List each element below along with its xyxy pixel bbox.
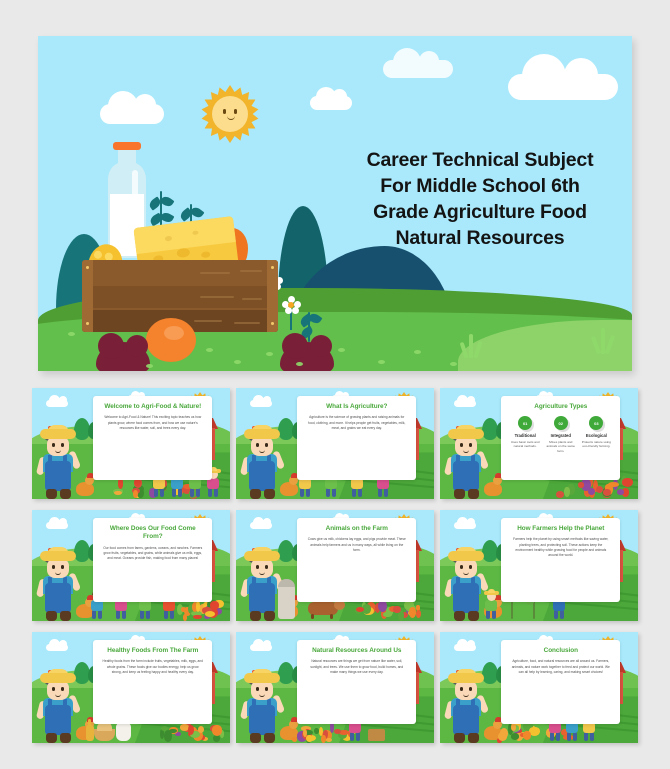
bush-icon (280, 342, 334, 371)
farmer-character (444, 669, 488, 743)
cloud-icon (454, 400, 476, 407)
hero-slide[interactable] (38, 36, 632, 371)
slide-content-card (297, 518, 416, 602)
cloud-icon (454, 644, 476, 651)
type-number-badge: 01 (518, 416, 532, 430)
slide-title: Healthy Foods From The Farm (107, 647, 199, 654)
farmer-character (36, 547, 80, 621)
cloud-icon (383, 60, 453, 78)
cloud-icon (46, 400, 68, 407)
farmer-character (36, 425, 80, 499)
agriculture-type-card (509, 416, 542, 453)
hero-title-line: Grade Agriculture Food (373, 200, 587, 223)
slide-content-card (501, 640, 620, 724)
slide-thumbnail-9[interactable] (440, 632, 638, 743)
slide-title: Conclusion (543, 647, 578, 654)
daisy-flower-icon (282, 296, 300, 314)
hero-title (344, 148, 616, 252)
bush-icon (96, 342, 150, 371)
slide-body: Cows give us milk, chickens lay eggs, and pigs provide meat. These animals help farmers and us in many ways, all while living on the farm. (307, 537, 406, 552)
slide-content-card (93, 640, 212, 724)
orange-highlight (164, 326, 184, 340)
slide-body: Agriculture, food, and natural resources are all around us. Farmers, animals, and nature work together to feed and protect our world. We can all help by learning, caring, and making smart choices! (511, 659, 610, 674)
farmer-character (240, 425, 284, 499)
cloud-icon (508, 74, 618, 100)
slide-thumbnail-4[interactable] (32, 510, 230, 621)
slide-content-card (501, 518, 620, 602)
type-description: Protects nature using eco-friendly farming. (581, 439, 611, 449)
slide-title: How Farmers Help the Planet (517, 525, 605, 532)
farmer-character (240, 669, 284, 743)
slide-thumbnail-7[interactable] (32, 632, 230, 743)
slide-body: Natural resources are things we get from nature like water, soil, sunlight, and trees. We use them to grow food, build homes, and make many things we use every day. (310, 659, 404, 674)
cloud-icon (250, 400, 272, 407)
slide-content-card (93, 396, 212, 480)
silo-icon (278, 577, 296, 619)
slide-body: Farmers help the planet by using smart methods like saving water, planting trees, and protecting soil. These actions keep the environment healthy while growing food for people and animals around the world. (513, 537, 609, 558)
hen-icon (484, 475, 502, 497)
slide-content-card (297, 396, 416, 480)
type-number-badge: 03 (589, 416, 603, 430)
slide-title: Animals on the Farm (325, 525, 388, 532)
hen-icon (280, 475, 298, 497)
slide-thumbnail-3[interactable] (440, 388, 638, 499)
orange-fruit-icon (146, 318, 196, 362)
cloud-icon (250, 522, 272, 529)
slide-body: Healthy foods from the farm include fruits, vegetables, milk, eggs, and whole grains. These foods give our bodies energy, help us grow strong, and keep us feeling happy and healthy every day. (102, 659, 203, 674)
crate-icon (368, 727, 386, 741)
hero-title-line: Natural Resources (395, 226, 565, 249)
slide-content-card (297, 640, 416, 724)
grass-tuft-icon (462, 332, 484, 358)
slide-body: Agriculture is the science of growing plants and raising animals for food, clothing, and more. It helps people get fruits, vegetables, milk, meat, and grains we eat every day. (308, 415, 406, 430)
farmer-character (36, 669, 80, 743)
slide-title: Natural Resources Around Us (312, 647, 402, 654)
sun-icon (201, 85, 259, 143)
cloud-icon (250, 644, 272, 651)
hen-icon (76, 475, 94, 497)
hero-title-line: Career Technical Subject (366, 149, 594, 171)
cloud-icon (310, 96, 352, 110)
slide-thumbnail-6[interactable] (440, 510, 638, 621)
slide-thumbnail-2[interactable] (236, 388, 434, 499)
slide-title: What Is Agriculture? (326, 403, 388, 410)
cloud-icon (46, 522, 68, 529)
cloud-icon (454, 522, 476, 529)
kid-character (484, 589, 498, 619)
slide-thumbnail-1[interactable] (32, 388, 230, 499)
slide-content-card (93, 518, 212, 602)
slide-title: Welcome to Agri-Food & Nature! (104, 403, 202, 410)
slide-thumbnail-grid (32, 388, 638, 743)
type-name: Traditional (514, 433, 536, 439)
cloud-icon (100, 104, 164, 124)
grass-tuft-icon (594, 328, 616, 354)
slide-title: Agriculture Types (534, 403, 588, 410)
slide-body: Our food comes from farms, gardens, oceans, and ranches. Farmers grow fruits, vegetables, and grains, while animals give us milk, eggs, and meat. Oceans provide fish, making food from many places! (103, 545, 203, 561)
agriculture-type-card (544, 416, 577, 453)
type-number-badge: 02 (554, 416, 568, 430)
type-name: Integrated (550, 433, 571, 439)
slide-body: Welcome to Agri-Food & Nature! This exciting topic teaches us how plants grow, where food comes from, and how we use nature's resources like water, soil, and trees every day. (104, 415, 202, 430)
farmer-character (444, 425, 488, 499)
hero-title-line: For Middle School 6th (380, 174, 580, 197)
agriculture-types-row (507, 416, 614, 453)
agriculture-type-card (580, 416, 613, 453)
slide-thumbnail-8[interactable] (236, 632, 434, 743)
slide-thumbnail-5[interactable] (236, 510, 434, 621)
cloud-icon (46, 644, 68, 651)
type-description: Mixes plants and animals on the same farm. (546, 439, 576, 454)
type-description: Uses basic tools and natural methods. (510, 439, 540, 449)
slide-content-card (501, 396, 620, 480)
farmer-character (444, 547, 488, 621)
slide-title: Where Does Our Food Come From? (109, 525, 196, 541)
type-name: Ecological (585, 433, 607, 439)
